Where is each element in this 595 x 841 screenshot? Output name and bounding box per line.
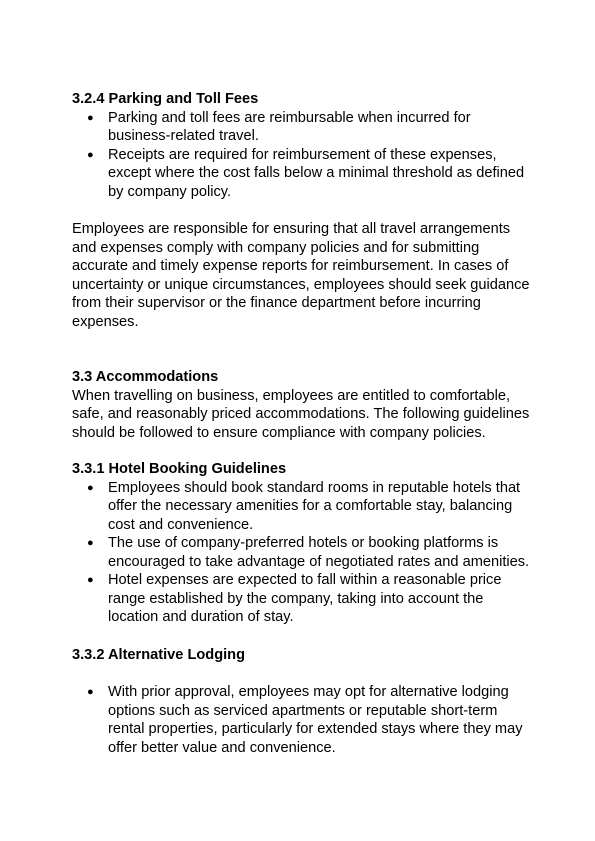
section-3-2-4 — [72, 90, 532, 201]
section-heading: 3.3.1 Hotel Booking Guidelines — [72, 461, 287, 477]
list-item-text: Parking and toll fees are reimbursable when incurred for business-related travel. — [108, 109, 471, 144]
list-item-text: Hotel expenses are expected to fall within a reasonable price range established by the company, taking into account the location and duration of stay. — [108, 572, 502, 625]
bullet-icon: ● — [87, 148, 94, 161]
closing-paragraph: Employees are responsible for ensuring that all travel arrangements and expenses comply with company policies and for submitting accurate and timely expense reports for reimbursement. In cases of uncertainty or unique circumstances, employees should seek guidance from their supervisor or the finance department before incurring expenses. — [72, 221, 530, 330]
bullet-list — [72, 683, 532, 757]
section-heading: 3.2.4 Parking and Toll Fees — [72, 91, 259, 107]
list-item — [72, 146, 532, 202]
section-3-3-2-list — [72, 683, 532, 757]
bullet-list — [72, 479, 532, 627]
bullet-icon: ● — [87, 686, 94, 698]
list-item — [72, 109, 532, 146]
bullet-icon: ● — [87, 481, 94, 494]
list-item-text: Employees should book standard rooms in reputable hotels that offer the necessary amenities for a comfortable stay, balancing cost and convenience. — [108, 479, 521, 533]
bullet-icon: ● — [87, 574, 94, 586]
closing-paragraph-block — [72, 220, 532, 331]
list-item-text: The use of company-preferred hotels or booking platforms is encouraged to take advantage of negotiated rates and amenities. — [108, 535, 530, 570]
section-heading: 3.3.2 Alternative Lodging — [72, 647, 245, 663]
list-item — [72, 683, 532, 757]
list-item — [72, 534, 532, 571]
bullet-icon: ● — [87, 537, 94, 549]
section-3-3-1 — [72, 460, 532, 627]
section-heading: 3.3 Accommodations — [72, 369, 219, 385]
list-item-text: With prior approval, employees may opt for alternative lodging options such as serviced apartments or reputable short-term rental properties, particularly for extended stays where they may offer better value and convenience. — [108, 684, 523, 756]
list-item — [72, 571, 532, 627]
section-3-3 — [72, 368, 532, 442]
list-item-text: Receipts are required for reimbursement of these expenses, except where the cost falls below a minimal threshold as defined by company policy. — [108, 146, 525, 200]
list-item — [72, 479, 532, 535]
bullet-list — [72, 109, 532, 202]
section-3-3-2 — [72, 646, 532, 665]
bullet-icon: ● — [87, 111, 94, 124]
intro-paragraph: When travelling on business, employees are entitled to comfortable, safe, and reasonably priced accommodations. The following guidelines should be followed to ensure compliance with company policies. — [72, 387, 530, 441]
